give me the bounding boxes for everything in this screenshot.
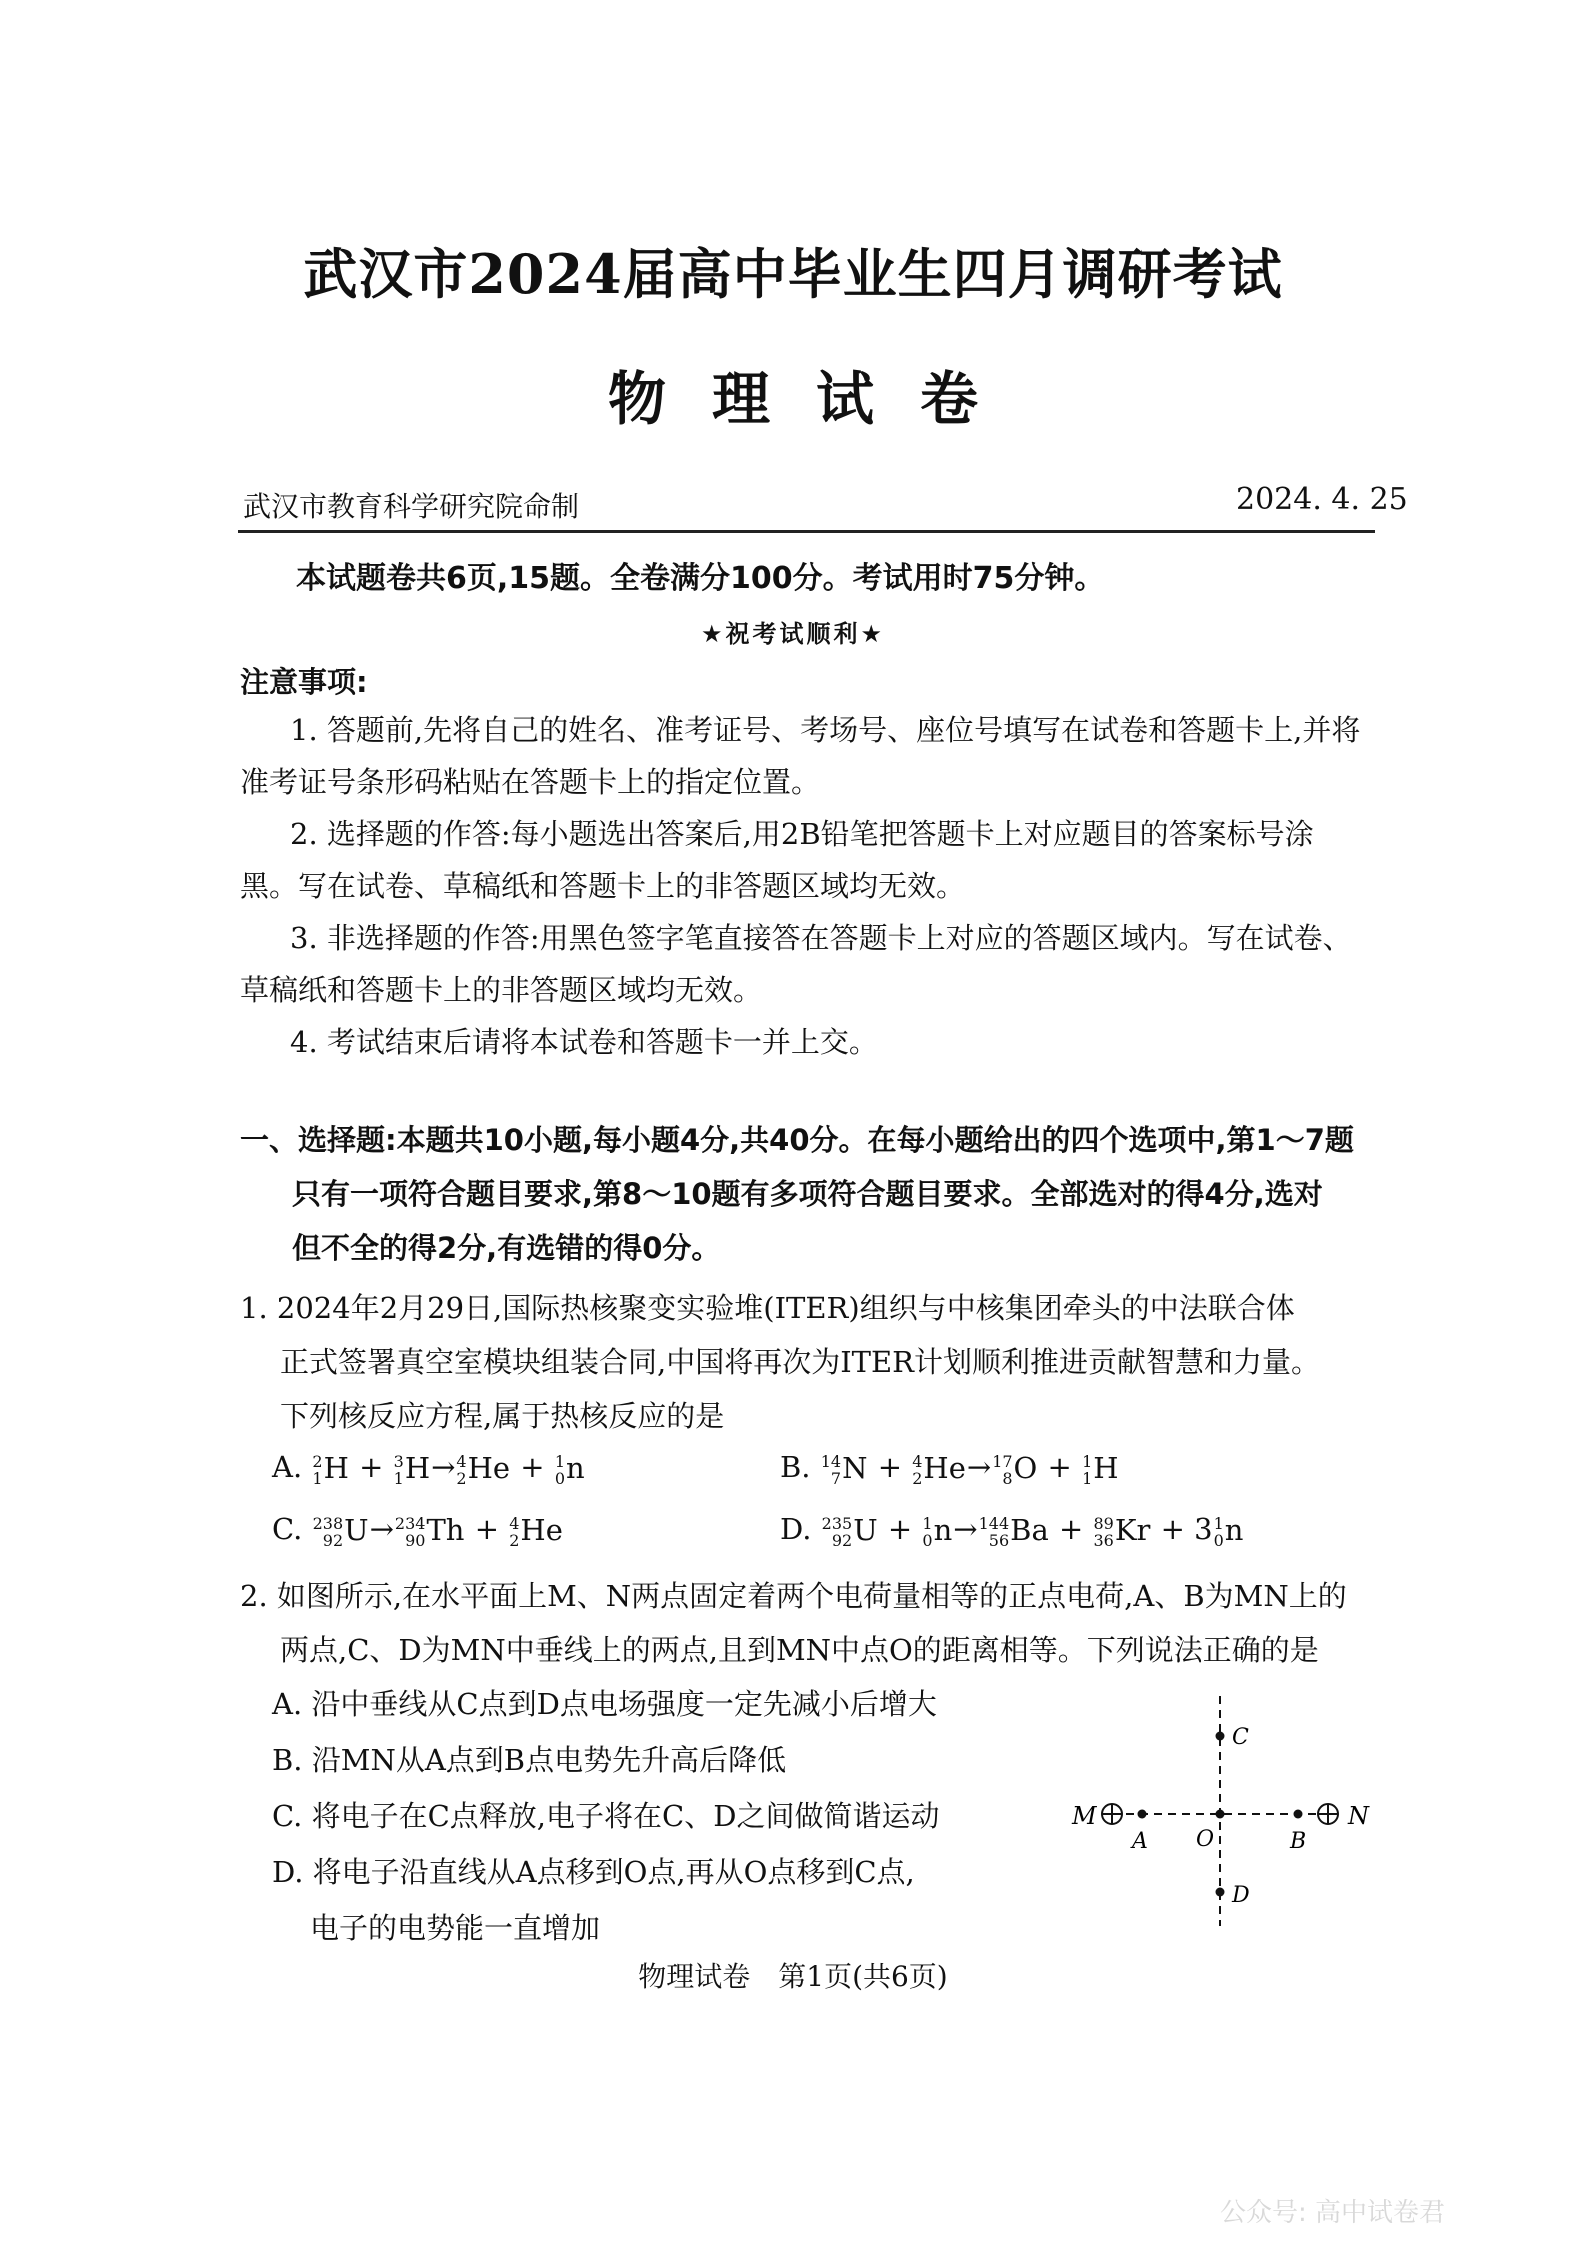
label-m: M	[1072, 1802, 1097, 1830]
point-c	[1216, 1732, 1225, 1741]
section-heading: 一、选择题:本题共10小题,每小题4分,共40分。在每小题给出的四个选项中,第1～7题	[240, 1123, 1354, 1157]
reaction-equation: 235 92 U + 1 0 n→ 144 56 Ba + 89 36 Kr + 3 1 0 n	[821, 1512, 1244, 1550]
point-o	[1216, 1810, 1225, 1819]
q2-stem-line: 两点,C、D为MN中垂线上的两点,且到MN中点O的距离相等。下列说法正确的是	[280, 1633, 1319, 1667]
q1-stem-line: 正式签署真空室模块组装合同,中国将再次为ITER计划顺利推进贡献智慧和力量。	[280, 1345, 1321, 1379]
point-d	[1216, 1888, 1225, 1897]
label-b: B	[1290, 1829, 1307, 1854]
exam-info: 本试题卷共6页,15题。全卷满分100分。考试用时75分钟。	[296, 561, 1105, 596]
q1-stem-line: 下列核反应方程,属于热核反应的是	[280, 1399, 725, 1433]
header-divider	[238, 530, 1375, 533]
label-d: D	[1232, 1883, 1250, 1908]
q2-option-d-cont: 电子的电势能一直增加	[310, 1911, 601, 1945]
option-letter: B.	[780, 1450, 811, 1484]
note-line: 黑。写在试卷、草稿纸和答题卡上的非答题区域均无效。	[240, 869, 966, 903]
point-a	[1138, 1810, 1147, 1819]
charge-diagram	[1050, 1690, 1370, 1930]
option-letter: A.	[272, 1450, 303, 1484]
note-line: 1. 答题前,先将自己的姓名、准考证号、考场号、座位号填写在试卷和答题卡上,并将	[290, 713, 1361, 747]
note-line: 准考证号条形码粘贴在答题卡上的指定位置。	[240, 765, 821, 799]
reaction-equation: 14 7 N + 4 2 He→ 17 8 O + 1 1 H	[820, 1450, 1119, 1488]
charge-m-icon	[1102, 1804, 1122, 1824]
q1-option-a[interactable]	[272, 1450, 586, 1487]
notes-heading: 注意事项:	[240, 665, 368, 699]
section-heading-line: 但不全的得2分,有选错的得0分。	[292, 1231, 721, 1265]
charge-n-icon	[1318, 1804, 1338, 1824]
q2-stem: 2. 如图所示,在水平面上M、N两点固定着两个电荷量相等的正点电荷,A、B为MN上的	[240, 1579, 1347, 1613]
exam-date: 2024. 4. 25	[1236, 482, 1408, 517]
good-luck-note: ★祝考试顺利★	[700, 620, 886, 648]
exam-title: 武汉市2024届高中毕业生四月调研考试	[303, 242, 1283, 306]
exam-subtitle: 物理试卷	[607, 365, 1024, 433]
point-b	[1294, 1810, 1303, 1819]
q1-option-d[interactable]	[780, 1512, 1244, 1549]
note-line: 4. 考试结束后请将本试卷和答题卡一并上交。	[290, 1025, 878, 1059]
watermark: 公众号: 高中试卷君	[1220, 2198, 1446, 2228]
q1-option-c[interactable]	[272, 1512, 564, 1549]
q2-option-a[interactable]: A. 沿中垂线从C点到D点电场强度一定先减小后增大	[272, 1687, 937, 1721]
label-o: O	[1196, 1827, 1215, 1852]
note-line: 草稿纸和答题卡上的非答题区域均无效。	[240, 973, 763, 1007]
note-line: 3. 非选择题的作答:用黑色签字笔直接答在答题卡上对应的答题区域内。写在试卷、	[290, 921, 1352, 955]
label-n: N	[1348, 1802, 1369, 1830]
note-line: 2. 选择题的作答:每小题选出答案后,用2B铅笔把答题卡上对应题目的答案标号涂	[290, 817, 1314, 851]
issuer: 武汉市教育科学研究院命制	[243, 490, 580, 523]
option-letter: C.	[272, 1512, 303, 1546]
reaction-equation: 238 92 U→ 234 90 Th + 4 2 He	[312, 1512, 563, 1550]
q2-option-b[interactable]: B. 沿MN从A点到B点电势先升高后降低	[272, 1743, 787, 1777]
q1-option-b[interactable]	[780, 1450, 1120, 1487]
q2-option-c[interactable]: C. 将电子在C点释放,电子将在C、D之间做简谐运动	[272, 1799, 940, 1833]
label-a: A	[1132, 1829, 1148, 1854]
page-footer: 物理试卷 第1页(共6页)	[638, 1960, 948, 1993]
q1-stem: 1. 2024年2月29日,国际热核聚变实验堆(ITER)组织与中核集团牵头的中法联合体	[240, 1291, 1295, 1325]
label-c: C	[1232, 1725, 1249, 1750]
reaction-equation: 2 1 H + 3 1 H→ 4 2 He + 1 0 n	[312, 1450, 585, 1488]
q2-option-d[interactable]: D. 将电子沿直线从A点移到O点,再从O点移到C点,	[272, 1855, 915, 1889]
section-heading-line: 只有一项符合题目要求,第8～10题有多项符合题目要求。全部选对的得4分,选对	[292, 1177, 1323, 1211]
option-letter: D.	[780, 1512, 812, 1546]
